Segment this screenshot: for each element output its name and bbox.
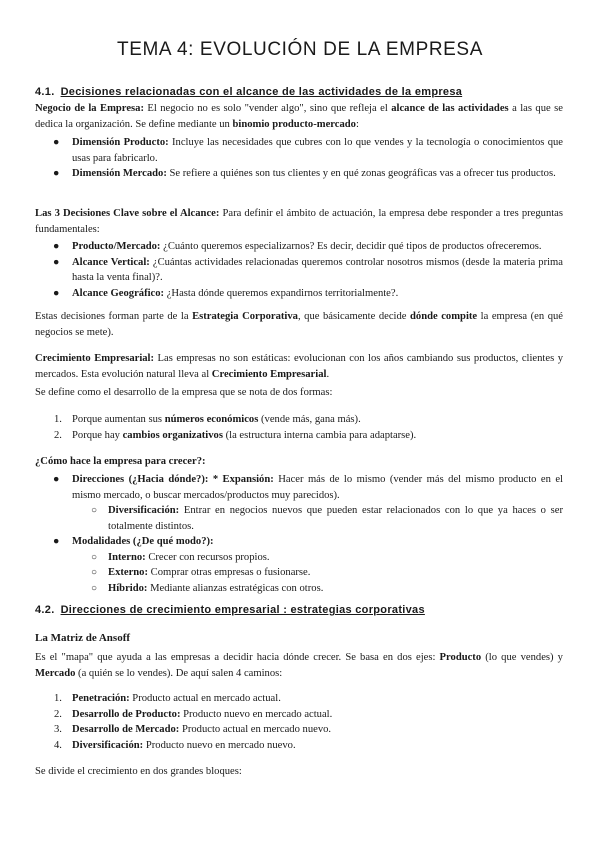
- item-text-1: Porque hay: [72, 429, 123, 441]
- direcciones-sublist: [72, 503, 563, 534]
- sub-item-text: Entrar en negocios nuevos que pueden estar relacionados con lo que ya haces o ser totalmente distintos.: [108, 505, 563, 532]
- crecimiento-bold-1: Crecimiento Empresarial: [211, 368, 327, 380]
- section-2-title: Direcciones de crecimiento empresarial : estrategias corporativas: [60, 604, 425, 616]
- item-bold: cambios organizativos: [122, 429, 223, 441]
- formas-intro: Se define como el desarrollo de la empresa que se nota de dos formas:: [35, 387, 333, 398]
- item-number: 2.: [54, 429, 62, 441]
- list-item: [54, 428, 563, 444]
- matriz-bold-2: Mercado: [35, 667, 76, 679]
- section-1-title: Decisiones relacionadas con el alcance de las actividades de la empresa: [60, 86, 463, 98]
- sub-item-label: Interno:: [108, 551, 146, 563]
- item-text: Hacer más de lo mismo (vender más del mismo producto en el mismo mercado, o buscar mercados/productos muy parecidos).: [72, 474, 563, 501]
- item-text: Incluye las necesidades que cubres con lo que vendes y la tecnología o conocimientos que usas para fabricarlo.: [72, 137, 563, 164]
- item-label: Desarrollo de Mercado:: [72, 724, 180, 735]
- decisiones-text: Para definir el ámbito de actuación, la empresa debe responder a tres preguntas fundamentales:: [35, 208, 564, 235]
- item-number: 4.: [54, 739, 62, 751]
- negocio-text-2: a las que se dedica la organización. Se define mediante un: [35, 103, 563, 130]
- matriz-bold-1: Producto: [439, 652, 482, 663]
- item-bold: números económicos: [164, 414, 259, 425]
- sub-item-label: Diversificación:: [108, 505, 180, 516]
- section-2-number: 4.2.: [35, 604, 55, 616]
- crecimiento-text-1: Las empresas no son estáticas: evolucionan con los años cambiando sus productos, clientes y mercados. Esta evolución natural lleva al: [35, 353, 563, 380]
- section-1-number: 4.1.: [35, 86, 55, 98]
- circle-bullet-icon: ○: [91, 551, 98, 563]
- list-item: [54, 691, 563, 707]
- item-text: ¿Cuánto queremos especializarnos? Es decir, decidir qué tipos de productos ofreceremos.: [160, 241, 542, 252]
- decisiones-list: [53, 239, 563, 301]
- negocio-text-1: El negocio no es solo "vender algo", sino que refleja el: [143, 103, 392, 114]
- negocio-bold-1: alcance de las actividades: [391, 103, 509, 114]
- bullet-icon: ●: [53, 256, 60, 268]
- sub-item-text: Crecer con recursos propios.: [145, 551, 270, 563]
- item-number: 1.: [54, 693, 62, 704]
- estrategia-bold-2: dónde compite: [410, 311, 478, 322]
- item-label: Dimensión Mercado:: [72, 168, 167, 179]
- negocio-text-3: :: [355, 118, 359, 130]
- bullet-icon: ●: [53, 474, 60, 485]
- sub-item-label: Externo:: [108, 567, 149, 578]
- item-text: Producto actual en mercado actual.: [129, 693, 281, 704]
- sub-item-text: Mediante alianzas estratégicas con otros.: [147, 582, 324, 594]
- list-item: [53, 286, 563, 302]
- item-text: Producto actual en mercado nuevo.: [179, 724, 332, 735]
- estrategia-text-2: , que básicamente decide: [297, 311, 411, 322]
- matriz-text-1: Es el "mapa" que ayuda a las empresas a decidir hacia dónde crecer. Se basa en dos ejes:: [35, 652, 440, 663]
- item-label: Desarrollo de Producto:: [72, 708, 181, 720]
- item-number: 1.: [54, 414, 62, 425]
- decisiones-paragraph: [35, 206, 563, 237]
- decisiones-label: Las 3 Decisiones Clave sobre el Alcance:: [35, 208, 220, 219]
- list-item: [54, 722, 563, 738]
- sub-list-item: [91, 581, 563, 597]
- bullet-icon: ●: [53, 137, 60, 148]
- negocio-label: Negocio de la Empresa:: [35, 103, 144, 114]
- bullet-icon: ●: [53, 168, 60, 179]
- crecimiento-text-2: .: [326, 368, 330, 380]
- matriz-paragraph: [35, 650, 563, 681]
- item-label: Dimensión Producto:: [72, 137, 169, 148]
- list-item: [54, 738, 563, 754]
- sub-list-item: [91, 503, 563, 534]
- list-item: [53, 239, 563, 255]
- bullet-icon: ●: [53, 287, 60, 299]
- caminos-list: [54, 691, 563, 753]
- estrategia-text-1: Estas decisiones forman parte de la: [35, 311, 193, 322]
- bullet-icon: ●: [53, 536, 60, 547]
- estrategia-text-3: la empresa (en qué negocios se mete).: [35, 311, 563, 338]
- list-item-direcciones: [53, 472, 563, 534]
- list-item-modalidades: [53, 534, 563, 596]
- item-label: Producto/Mercado:: [72, 241, 161, 252]
- estrategia-paragraph: [35, 309, 563, 340]
- item-text-2: (la estructura interna cambia para adaptarse).: [222, 429, 417, 441]
- page-title: TEMA 4: EVOLUCIÓN DE LA EMPRESA: [117, 39, 483, 60]
- bloques-paragraph: Se divide el crecimiento en dos grandes bloques:: [35, 766, 242, 777]
- item-text: ¿Cuántas actividades relacionadas queremos controlar nosotros mismos (desde la materia prima hasta la venta final)?.: [72, 256, 563, 283]
- sub-list-item: [91, 550, 563, 566]
- circle-bullet-icon: ○: [91, 582, 98, 594]
- item-label: Alcance Vertical:: [72, 256, 150, 268]
- item-text: Producto nuevo en mercado nuevo.: [143, 739, 296, 751]
- matriz-text-2: (lo que vendes) y: [481, 652, 563, 663]
- item-label: Diversificación:: [72, 739, 144, 751]
- item-number: 2.: [54, 708, 62, 720]
- item-label: Modalidades (¿De qué modo?):: [72, 536, 214, 547]
- negocio-bold-2: binomio producto-mercado: [232, 118, 356, 130]
- list-item: [53, 255, 563, 286]
- item-number: 3.: [54, 724, 62, 735]
- estrategia-bold-1: Estrategia Corporativa: [192, 311, 298, 322]
- item-label: Alcance Geográfico:: [72, 287, 165, 299]
- matriz-text-3: (a quién se lo vendes). De aquí salen 4 caminos:: [75, 667, 283, 679]
- sub-item-label: Híbrido:: [108, 582, 148, 594]
- negocio-list: [53, 135, 563, 182]
- negocio-paragraph: [35, 101, 563, 132]
- crecimiento-paragraph: [35, 351, 563, 382]
- list-item: [54, 412, 563, 428]
- crecer-list: [53, 472, 563, 596]
- item-text: Se refiere a quiénes son tus clientes y en qué zonas geográficas vas a ofrecer tus productos.: [166, 168, 556, 179]
- list-item: [53, 166, 563, 182]
- item-text: Producto nuevo en mercado actual.: [180, 708, 333, 720]
- section-2-heading: [35, 602, 425, 618]
- circle-bullet-icon: ○: [91, 505, 98, 516]
- formas-list: [54, 412, 563, 443]
- matriz-ansoff-heading: La Matriz de Ansoff: [35, 632, 131, 644]
- circle-bullet-icon: ○: [91, 567, 98, 578]
- modalidades-sublist: [72, 550, 563, 597]
- section-1-heading: [35, 84, 462, 100]
- sub-item-text: Comprar otras empresas o fusionarse.: [148, 567, 311, 578]
- item-label: Penetración:: [72, 693, 130, 704]
- list-item: [53, 135, 563, 166]
- item-text: ¿Hasta dónde queremos expandirnos territorialmente?.: [164, 287, 399, 299]
- item-text-1: Porque aumentan sus: [72, 414, 165, 425]
- como-crecer-text: ¿Cómo hace la empresa para crecer?:: [35, 456, 206, 467]
- sub-list-item: [91, 565, 563, 581]
- bullet-icon: ●: [53, 241, 60, 252]
- item-text-2: (vende más, gana más).: [258, 414, 361, 425]
- item-label: Direcciones (¿Hacia dónde?): * Expansión:: [72, 474, 274, 485]
- crecimiento-label: Crecimiento Empresarial:: [35, 353, 155, 364]
- list-item: [54, 707, 563, 723]
- como-crecer-heading: [35, 454, 563, 470]
